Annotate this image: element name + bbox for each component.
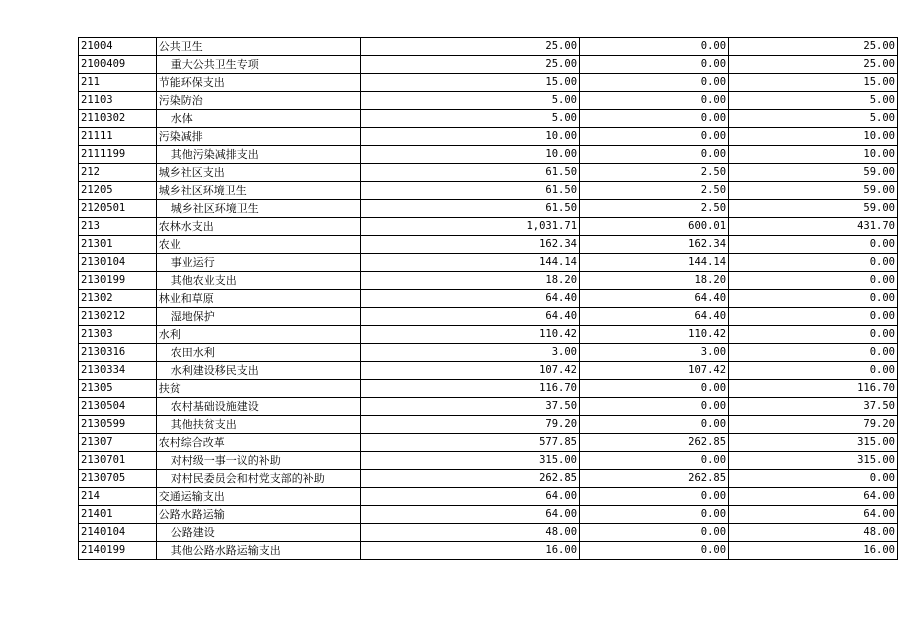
subject-name-cell-text: 水体: [170, 112, 193, 125]
project-expenditure-cell: 64.00: [729, 488, 898, 506]
table-row: [79, 344, 898, 362]
table-row: [79, 416, 898, 434]
basic-expenditure-cell: 0.00: [580, 524, 729, 542]
project-expenditure-cell: 0.00: [729, 326, 898, 344]
total-amount-cell: 10.00: [361, 146, 580, 164]
subject-name-cell: 林业和草原: [156, 290, 361, 308]
subject-code-cell: 21205: [79, 182, 157, 200]
project-expenditure-cell: 315.00: [729, 452, 898, 470]
total-amount-cell: 262.85: [361, 470, 580, 488]
project-expenditure-cell: 59.00: [729, 200, 898, 218]
basic-expenditure-cell: 64.40: [580, 308, 729, 326]
subject-code-cell: 21301: [79, 236, 157, 254]
budget-table: [78, 37, 898, 560]
subject-code-cell: 21303: [79, 326, 157, 344]
subject-name-cell: 农林水支出: [156, 218, 361, 236]
project-expenditure-cell: 79.20: [729, 416, 898, 434]
total-amount-cell: 25.00: [361, 56, 580, 74]
subject-code-cell: 2120501: [79, 200, 157, 218]
subject-name-cell-text: 农村基础设施建设: [170, 400, 259, 413]
subject-name-cell: [156, 308, 361, 326]
basic-expenditure-cell: 0.00: [580, 56, 729, 74]
subject-name-cell-text: 其他农业支出: [170, 274, 237, 287]
subject-name-cell: 水利: [156, 326, 361, 344]
total-amount-cell: 64.00: [361, 488, 580, 506]
subject-code-cell: 21401: [79, 506, 157, 524]
subject-code-cell: 212: [79, 164, 157, 182]
basic-expenditure-cell: 262.85: [580, 434, 729, 452]
project-expenditure-cell: 315.00: [729, 434, 898, 452]
basic-expenditure-cell: 600.01: [580, 218, 729, 236]
total-amount-cell: 577.85: [361, 434, 580, 452]
basic-expenditure-cell: 0.00: [580, 452, 729, 470]
table-row: [79, 506, 898, 524]
basic-expenditure-cell: 3.00: [580, 344, 729, 362]
project-expenditure-cell: 116.70: [729, 380, 898, 398]
project-expenditure-cell: 0.00: [729, 308, 898, 326]
total-amount-cell: 10.00: [361, 128, 580, 146]
basic-expenditure-cell: 0.00: [580, 488, 729, 506]
total-amount-cell: 61.50: [361, 164, 580, 182]
subject-name-cell: 城乡社区环境卫生: [156, 182, 361, 200]
project-expenditure-cell: 37.50: [729, 398, 898, 416]
project-expenditure-cell: 25.00: [729, 56, 898, 74]
subject-code-cell: 2140104: [79, 524, 157, 542]
subject-name-cell-text: 对村级一事一议的补助: [170, 454, 281, 467]
total-amount-cell: 37.50: [361, 398, 580, 416]
subject-name-cell: 污染减排: [156, 128, 361, 146]
basic-expenditure-cell: 107.42: [580, 362, 729, 380]
basic-expenditure-cell: 0.00: [580, 128, 729, 146]
subject-name-cell: [156, 344, 361, 362]
total-amount-cell: 162.34: [361, 236, 580, 254]
subject-name-cell: 农业: [156, 236, 361, 254]
total-amount-cell: 1,031.71: [361, 218, 580, 236]
total-amount-cell: 5.00: [361, 110, 580, 128]
subject-code-cell: 2130212: [79, 308, 157, 326]
basic-expenditure-cell: 0.00: [580, 416, 729, 434]
subject-name-cell-text: 水利建设移民支出: [170, 364, 259, 377]
basic-expenditure-cell: 0.00: [580, 110, 729, 128]
total-amount-cell: 18.20: [361, 272, 580, 290]
table-row: [79, 452, 898, 470]
project-expenditure-cell: 5.00: [729, 92, 898, 110]
subject-code-cell: 2130504: [79, 398, 157, 416]
table-row: [79, 272, 898, 290]
subject-code-cell: 2100409: [79, 56, 157, 74]
subject-name-cell: 交通运输支出: [156, 488, 361, 506]
subject-name-cell: [156, 416, 361, 434]
subject-code-cell: 2130104: [79, 254, 157, 272]
table-row: [79, 434, 898, 452]
total-amount-cell: 64.40: [361, 290, 580, 308]
basic-expenditure-cell: 0.00: [580, 506, 729, 524]
project-expenditure-cell: 0.00: [729, 470, 898, 488]
subject-name-cell-text: 城乡社区环境卫生: [170, 202, 259, 215]
subject-name-cell-text: 其他公路水路运输支出: [170, 544, 281, 557]
subject-name-cell: 污染防治: [156, 92, 361, 110]
total-amount-cell: 25.00: [361, 38, 580, 56]
subject-name-cell: [156, 254, 361, 272]
subject-name-cell: [156, 362, 361, 380]
basic-expenditure-cell: 0.00: [580, 92, 729, 110]
project-expenditure-cell: 0.00: [729, 236, 898, 254]
subject-name-cell: [156, 56, 361, 74]
subject-name-cell-text: 其他扶贫支出: [170, 418, 237, 431]
basic-expenditure-cell: 144.14: [580, 254, 729, 272]
total-amount-cell: 5.00: [361, 92, 580, 110]
basic-expenditure-cell: 0.00: [580, 74, 729, 92]
total-amount-cell: 61.50: [361, 182, 580, 200]
basic-expenditure-cell: 162.34: [580, 236, 729, 254]
total-amount-cell: 61.50: [361, 200, 580, 218]
project-expenditure-cell: 431.70: [729, 218, 898, 236]
project-expenditure-cell: 0.00: [729, 290, 898, 308]
subject-name-cell: 扶贫: [156, 380, 361, 398]
total-amount-cell: 79.20: [361, 416, 580, 434]
subject-code-cell: 21305: [79, 380, 157, 398]
project-expenditure-cell: 0.00: [729, 362, 898, 380]
table-row: [79, 380, 898, 398]
basic-expenditure-cell: 0.00: [580, 38, 729, 56]
basic-expenditure-cell: 0.00: [580, 398, 729, 416]
subject-code-cell: 213: [79, 218, 157, 236]
subject-code-cell: 2130705: [79, 470, 157, 488]
basic-expenditure-cell: 2.50: [580, 182, 729, 200]
subject-code-cell: 211: [79, 74, 157, 92]
basic-expenditure-cell: 2.50: [580, 200, 729, 218]
subject-code-cell: 2130199: [79, 272, 157, 290]
basic-expenditure-cell: 0.00: [580, 380, 729, 398]
table-row: [79, 524, 898, 542]
table-row: [79, 236, 898, 254]
subject-code-cell: 21004: [79, 38, 157, 56]
project-expenditure-cell: 0.00: [729, 254, 898, 272]
basic-expenditure-cell: 262.85: [580, 470, 729, 488]
subject-name-cell: 城乡社区支出: [156, 164, 361, 182]
project-expenditure-cell: 64.00: [729, 506, 898, 524]
table-row: [79, 326, 898, 344]
subject-code-cell: 21103: [79, 92, 157, 110]
total-amount-cell: 15.00: [361, 74, 580, 92]
table-row: [79, 56, 898, 74]
basic-expenditure-cell: 64.40: [580, 290, 729, 308]
subject-code-cell: 2130599: [79, 416, 157, 434]
basic-expenditure-cell: 0.00: [580, 542, 729, 560]
budget-table-body: [79, 38, 898, 560]
subject-code-cell: 2111199: [79, 146, 157, 164]
table-row: [79, 254, 898, 272]
table-row: [79, 164, 898, 182]
subject-code-cell: 214: [79, 488, 157, 506]
subject-name-cell-text: 重大公共卫生专项: [170, 58, 259, 71]
table-row: [79, 110, 898, 128]
total-amount-cell: 110.42: [361, 326, 580, 344]
basic-expenditure-cell: 18.20: [580, 272, 729, 290]
table-row: [79, 182, 898, 200]
table-row: [79, 542, 898, 560]
total-amount-cell: 64.00: [361, 506, 580, 524]
table-row: [79, 488, 898, 506]
project-expenditure-cell: 5.00: [729, 110, 898, 128]
table-row: [79, 200, 898, 218]
project-expenditure-cell: 59.00: [729, 182, 898, 200]
subject-name-cell: 节能环保支出: [156, 74, 361, 92]
total-amount-cell: 116.70: [361, 380, 580, 398]
total-amount-cell: 144.14: [361, 254, 580, 272]
project-expenditure-cell: 0.00: [729, 272, 898, 290]
project-expenditure-cell: 59.00: [729, 164, 898, 182]
table-row: [79, 218, 898, 236]
total-amount-cell: 16.00: [361, 542, 580, 560]
table-row: [79, 92, 898, 110]
project-expenditure-cell: 48.00: [729, 524, 898, 542]
subject-name-cell: [156, 524, 361, 542]
table-row: [79, 308, 898, 326]
subject-name-cell: [156, 398, 361, 416]
subject-name-cell: [156, 146, 361, 164]
table-row: [79, 38, 898, 56]
project-expenditure-cell: 15.00: [729, 74, 898, 92]
project-expenditure-cell: 0.00: [729, 344, 898, 362]
subject-code-cell: 21307: [79, 434, 157, 452]
table-row: [79, 398, 898, 416]
table-row: [79, 146, 898, 164]
subject-code-cell: 2140199: [79, 542, 157, 560]
subject-name-cell: 公共卫生: [156, 38, 361, 56]
subject-name-cell-text: 其他污染减排支出: [170, 148, 259, 161]
subject-name-cell: [156, 200, 361, 218]
table-row: [79, 290, 898, 308]
total-amount-cell: 107.42: [361, 362, 580, 380]
subject-name-cell: [156, 452, 361, 470]
project-expenditure-cell: 16.00: [729, 542, 898, 560]
subject-name-cell: [156, 272, 361, 290]
basic-expenditure-cell: 0.00: [580, 146, 729, 164]
total-amount-cell: 315.00: [361, 452, 580, 470]
subject-name-cell: [156, 542, 361, 560]
total-amount-cell: 64.40: [361, 308, 580, 326]
table-row: [79, 470, 898, 488]
subject-name-cell-text: 公路建设: [170, 526, 215, 539]
subject-name-cell-text: 农田水利: [170, 346, 215, 359]
table-row: [79, 74, 898, 92]
subject-code-cell: 2130334: [79, 362, 157, 380]
project-expenditure-cell: 10.00: [729, 146, 898, 164]
subject-name-cell: [156, 110, 361, 128]
subject-code-cell: 21302: [79, 290, 157, 308]
table-row: [79, 362, 898, 380]
subject-name-cell-text: 对村民委员会和村党支部的补助: [170, 472, 325, 485]
subject-code-cell: 2110302: [79, 110, 157, 128]
subject-name-cell-text: 湿地保护: [170, 310, 215, 323]
subject-name-cell-text: 事业运行: [170, 256, 215, 269]
basic-expenditure-cell: 110.42: [580, 326, 729, 344]
total-amount-cell: 3.00: [361, 344, 580, 362]
project-expenditure-cell: 10.00: [729, 128, 898, 146]
subject-code-cell: 21111: [79, 128, 157, 146]
subject-code-cell: 2130701: [79, 452, 157, 470]
subject-name-cell: 公路水路运输: [156, 506, 361, 524]
total-amount-cell: 48.00: [361, 524, 580, 542]
table-row: [79, 128, 898, 146]
basic-expenditure-cell: 2.50: [580, 164, 729, 182]
subject-code-cell: 2130316: [79, 344, 157, 362]
subject-name-cell: [156, 470, 361, 488]
subject-name-cell: 农村综合改革: [156, 434, 361, 452]
project-expenditure-cell: 25.00: [729, 38, 898, 56]
